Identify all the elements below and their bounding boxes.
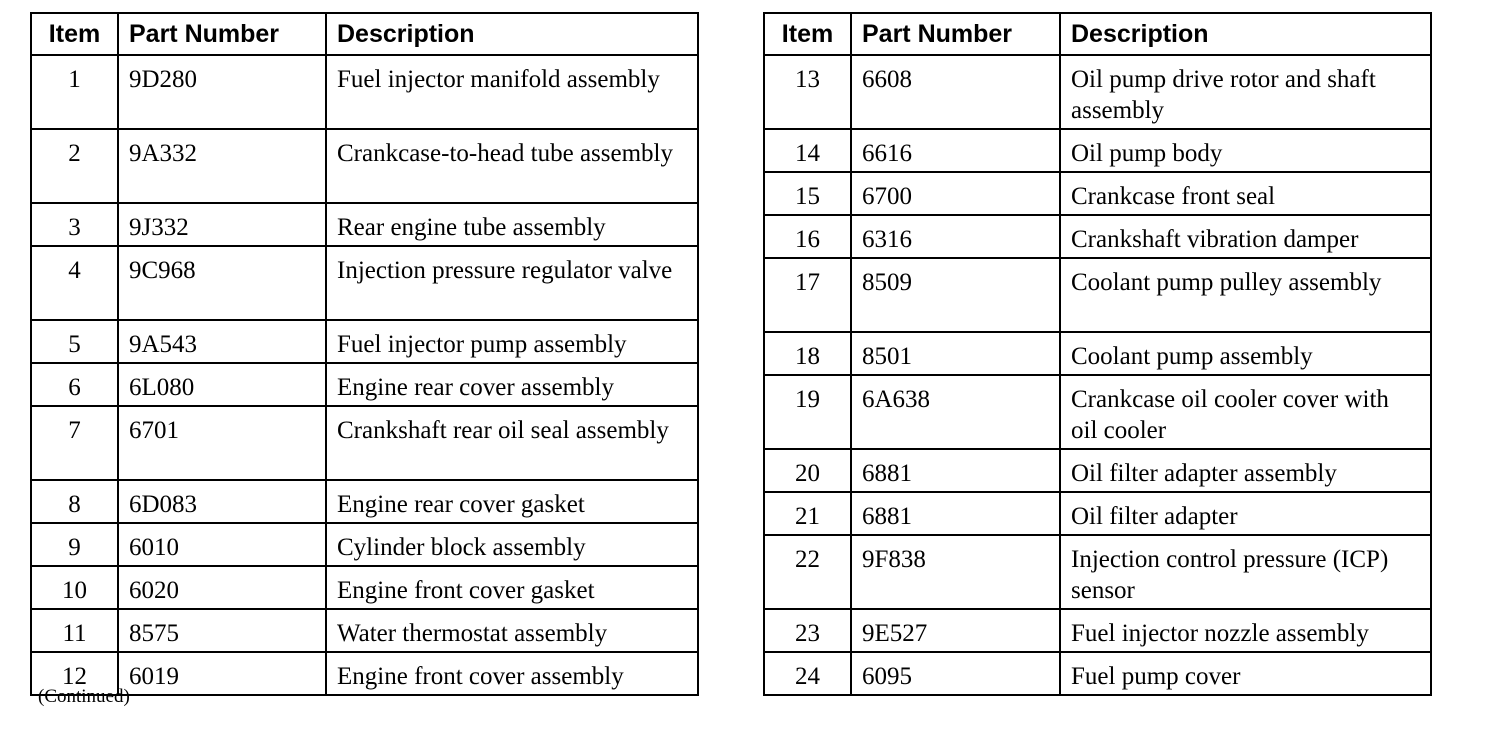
item-number: 7 xyxy=(31,406,118,480)
item-number: 8 xyxy=(31,480,118,523)
table-row xyxy=(764,652,1431,695)
item-number: 19 xyxy=(764,375,851,449)
item-number: 10 xyxy=(31,566,118,609)
part-number: 8575 xyxy=(118,609,326,652)
part-number: 6616 xyxy=(851,129,1060,172)
column-header-item: Item xyxy=(764,13,851,55)
part-description: Crankcase front seal xyxy=(1060,172,1431,215)
table-row xyxy=(31,566,698,609)
part-number: 6701 xyxy=(118,406,326,480)
part-number: 6700 xyxy=(851,172,1060,215)
part-number: 6095 xyxy=(851,652,1060,695)
parts-table-right xyxy=(763,12,1432,696)
part-description: Oil pump drive rotor and shaft assembly xyxy=(1060,55,1431,129)
part-number: 6881 xyxy=(851,492,1060,535)
table-row xyxy=(764,129,1431,172)
part-number: 6L080 xyxy=(118,363,326,406)
part-description: Crankcase oil cooler cover with oil cooler xyxy=(1060,375,1431,449)
table-row xyxy=(31,55,698,129)
part-number: 9E527 xyxy=(851,609,1060,652)
part-description: Engine rear cover assembly xyxy=(326,363,698,406)
part-description: Crankcase-to-head tube assembly xyxy=(326,129,698,203)
part-number: 9A332 xyxy=(118,129,326,203)
item-number: 21 xyxy=(764,492,851,535)
part-description: Fuel injector pump assembly xyxy=(326,320,698,363)
part-description: Injection control pressure (ICP) sensor xyxy=(1060,535,1431,609)
part-number: 6608 xyxy=(851,55,1060,129)
part-description: Cylinder block assembly xyxy=(326,523,698,566)
part-number: 6019 xyxy=(118,652,326,695)
part-number: 6010 xyxy=(118,523,326,566)
item-number: 16 xyxy=(764,215,851,258)
part-number: 8501 xyxy=(851,332,1060,375)
item-number: 9 xyxy=(31,523,118,566)
part-description: Oil filter adapter xyxy=(1060,492,1431,535)
item-number: 18 xyxy=(764,332,851,375)
table-row xyxy=(764,55,1431,129)
table-row xyxy=(764,332,1431,375)
table-row xyxy=(31,363,698,406)
part-description: Injection pressure regulator valve xyxy=(326,246,698,320)
table-row xyxy=(31,609,698,652)
item-number: 15 xyxy=(764,172,851,215)
table-row xyxy=(764,492,1431,535)
part-description: Oil filter adapter assembly xyxy=(1060,449,1431,492)
item-number: 23 xyxy=(764,609,851,652)
part-description: Fuel injector nozzle assembly xyxy=(1060,609,1431,652)
continued-note: (Continued) xyxy=(38,686,130,707)
item-number: 17 xyxy=(764,258,851,332)
column-header-description: Description xyxy=(1060,13,1431,55)
item-number: 5 xyxy=(31,320,118,363)
item-number: 20 xyxy=(764,449,851,492)
part-number: 6881 xyxy=(851,449,1060,492)
part-number: 6316 xyxy=(851,215,1060,258)
part-number: 6020 xyxy=(118,566,326,609)
part-description: Engine rear cover gasket xyxy=(326,480,698,523)
part-number: 6D083 xyxy=(118,480,326,523)
part-description: Rear engine tube assembly xyxy=(326,203,698,246)
column-header-description: Description xyxy=(326,13,698,55)
item-number: 14 xyxy=(764,129,851,172)
table-row xyxy=(31,480,698,523)
column-header-part-number: Part Number xyxy=(851,13,1060,55)
table-row xyxy=(31,129,698,203)
table-row xyxy=(764,215,1431,258)
part-number: 6A638 xyxy=(851,375,1060,449)
item-number: 13 xyxy=(764,55,851,129)
table-row xyxy=(764,449,1431,492)
item-number: 2 xyxy=(31,129,118,203)
table-row xyxy=(764,172,1431,215)
part-number: 8509 xyxy=(851,258,1060,332)
part-description: Oil pump body xyxy=(1060,129,1431,172)
item-number: 4 xyxy=(31,246,118,320)
table-row xyxy=(31,203,698,246)
item-number: 1 xyxy=(31,55,118,129)
part-description: Fuel injector manifold assembly xyxy=(326,55,698,129)
parts-table-left xyxy=(30,12,699,696)
part-number: 9D280 xyxy=(118,55,326,129)
part-description: Engine front cover gasket xyxy=(326,566,698,609)
part-number: 9A543 xyxy=(118,320,326,363)
item-number: 11 xyxy=(31,609,118,652)
column-header-part-number: Part Number xyxy=(118,13,326,55)
item-number: 12 xyxy=(31,652,118,695)
part-description: Engine front cover assembly xyxy=(326,652,698,695)
part-number: 9J332 xyxy=(118,203,326,246)
table-header-row xyxy=(31,13,698,55)
item-number: 3 xyxy=(31,203,118,246)
table-row xyxy=(31,652,698,695)
item-number: 22 xyxy=(764,535,851,609)
part-description: Coolant pump pulley assembly xyxy=(1060,258,1431,332)
table-row xyxy=(31,246,698,320)
table-row xyxy=(764,375,1431,449)
table-row xyxy=(31,320,698,363)
part-description: Water thermostat assembly xyxy=(326,609,698,652)
part-number: 9C968 xyxy=(118,246,326,320)
part-description: Coolant pump assembly xyxy=(1060,332,1431,375)
table-header-row xyxy=(764,13,1431,55)
table-row xyxy=(31,406,698,480)
table-row xyxy=(764,609,1431,652)
table-row xyxy=(31,523,698,566)
item-number: 6 xyxy=(31,363,118,406)
part-description: Fuel pump cover xyxy=(1060,652,1431,695)
part-description: Crankshaft vibration damper xyxy=(1060,215,1431,258)
part-number: 9F838 xyxy=(851,535,1060,609)
table-row xyxy=(764,258,1431,332)
item-number: 24 xyxy=(764,652,851,695)
column-header-item: Item xyxy=(31,13,118,55)
table-row xyxy=(764,535,1431,609)
part-description: Crankshaft rear oil seal assembly xyxy=(326,406,698,480)
